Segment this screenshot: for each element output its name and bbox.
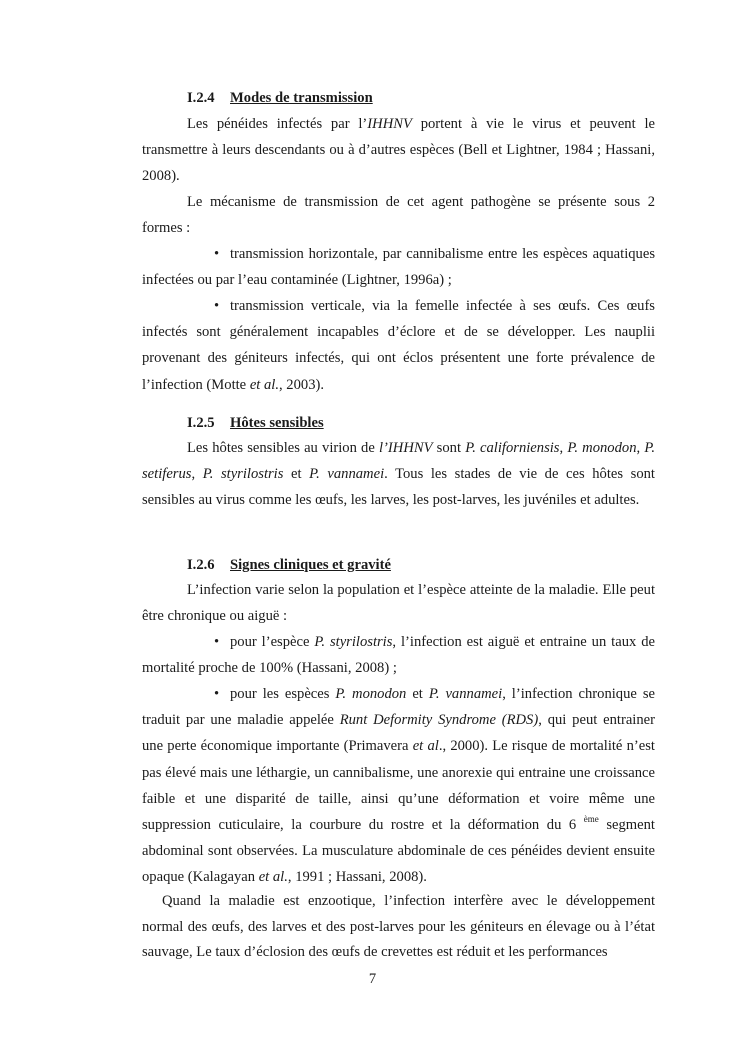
text-run: , l’infection est aiguë et entraine un taux de mortalité proche de 100% (Hassani, 2008) ;: [142, 634, 655, 677]
section-title: Hôtes sensibles: [230, 415, 324, 431]
section-heading-hotes-sensibles: [187, 415, 324, 432]
italic-text: P. californiensis: [465, 440, 560, 456]
italic-text: P. styrilostris: [202, 466, 284, 483]
italic-text: P. monodon: [335, 686, 407, 702]
text-run: , qui peut entrainer une perte économique importante (Primavera: [142, 712, 655, 755]
bullet-item: [142, 293, 655, 398]
italic-text: P. vannamei: [309, 466, 385, 483]
bullet-item: [142, 629, 655, 681]
bullet-icon: •: [214, 246, 220, 262]
text-run: Les hôtes sensibles au virion de: [187, 440, 379, 456]
text-run: , 2003).: [279, 376, 324, 393]
text-run: ,: [559, 440, 568, 456]
paragraph: [142, 577, 655, 629]
bullet-icon: •: [214, 298, 220, 314]
page-number: 7: [368, 971, 377, 987]
bullet-item: [142, 241, 655, 293]
text-run: portent à vie le virus et peuvent le transmettre à leurs descendants ou à d’autres espèces (Bell et Lightner, 1984 ; Hassani, 2008).: [142, 116, 655, 185]
text-run: , 1991 ; Hassani, 2008).: [287, 869, 427, 886]
bullet-icon: •: [214, 686, 220, 702]
section-title: Modes de transmission: [230, 90, 373, 106]
text-run: Les pénéides infectés par l’: [187, 116, 368, 132]
italic-text: et al.: [249, 376, 279, 393]
italic-text: P. setiferus: [142, 440, 656, 483]
italic-text: et al: [412, 738, 439, 755]
bullet-icon: •: [214, 634, 220, 650]
text-run: Le mécanisme de transmission de cet agent pathogène se présente sous 2 formes :: [142, 194, 655, 237]
bullet-item: [142, 681, 655, 891]
italic-text: IHHNV: [367, 116, 412, 132]
text-run: , l’infection chronique se traduit par une maladie appelée: [142, 686, 655, 729]
text-run: Quand la maladie est enzootique, l’infection interfère avec le développement normal des œufs, des larves et des post-larves pour les géniteurs en élevage ou à l’état sauvage, Le taux d’éclosion des œufs de crevettes est réduit et les performances: [142, 893, 655, 960]
section-heading-modes-de-transmission: [187, 90, 373, 107]
closing-paragraph: [142, 889, 655, 966]
italic-text: P. styrilostris: [314, 634, 393, 650]
text-run: pour les espèces: [230, 686, 336, 702]
text-run: transmission verticale, via la femelle infectée à ses œufs. Ces œufs infectés sont généralement incapables d’éclore et de se développer. Les nauplii provenant des géniteurs infectés, qui ont éclos présentent une forte prévalence de l’infection (Motte: [142, 298, 655, 393]
text-run: ., 2000). Le risque de mortalité n’est pas élevé mais une léthargie, un cannibalisme, une anorexie qui entraine une croissance faible et une disparité de taille, ainsi qu’une déformation et voire même une suppression cuticulaire, la courbure du rostre et la déformation du 6: [142, 738, 655, 834]
italic-text: P. vannamei: [428, 686, 503, 702]
section-title: Signes cliniques et gravité: [230, 557, 391, 573]
text-run: L’infection varie selon la population et l’espèce atteinte de la maladie. Elle peut être chronique ou aiguë :: [142, 582, 655, 625]
section-number: I.2.6: [187, 557, 215, 573]
paragraph: [142, 435, 655, 514]
text-run: et: [406, 686, 429, 702]
text-run: sont: [432, 440, 466, 456]
italic-text: et al.: [258, 869, 288, 886]
italic-text: Runt Deformity Syndrome (RDS): [339, 712, 539, 729]
text-run: . Tous les stades de vie de ces hôtes sont sensibles au virus comme les œufs, les larves, les post-larves, les juvéniles et adultes.: [142, 466, 655, 509]
text-run: ,: [636, 440, 645, 456]
text-run: segment abdominal sont observées. La musculature abdominale de ces pénéides devient ensuite opaque (Kalagayan: [142, 817, 655, 886]
paragraph: [142, 111, 655, 190]
section-number: I.2.5: [187, 415, 215, 431]
superscript-text: ème: [583, 814, 599, 825]
paragraph: [142, 189, 655, 241]
section-heading-signes-cliniques: [187, 557, 391, 574]
italic-text: P. monodon: [567, 440, 637, 456]
text-run: transmission horizontale, par cannibalisme entre les espèces aquatiques infectées ou par l’eau contaminée (Lightner, 1996a) ;: [142, 246, 655, 289]
text-run: pour l’espèce: [230, 634, 315, 650]
section-number: I.2.4: [187, 90, 215, 106]
text-run: et: [283, 466, 310, 483]
text-run: ,: [191, 466, 203, 483]
italic-text: l’IHHNV: [379, 440, 433, 456]
